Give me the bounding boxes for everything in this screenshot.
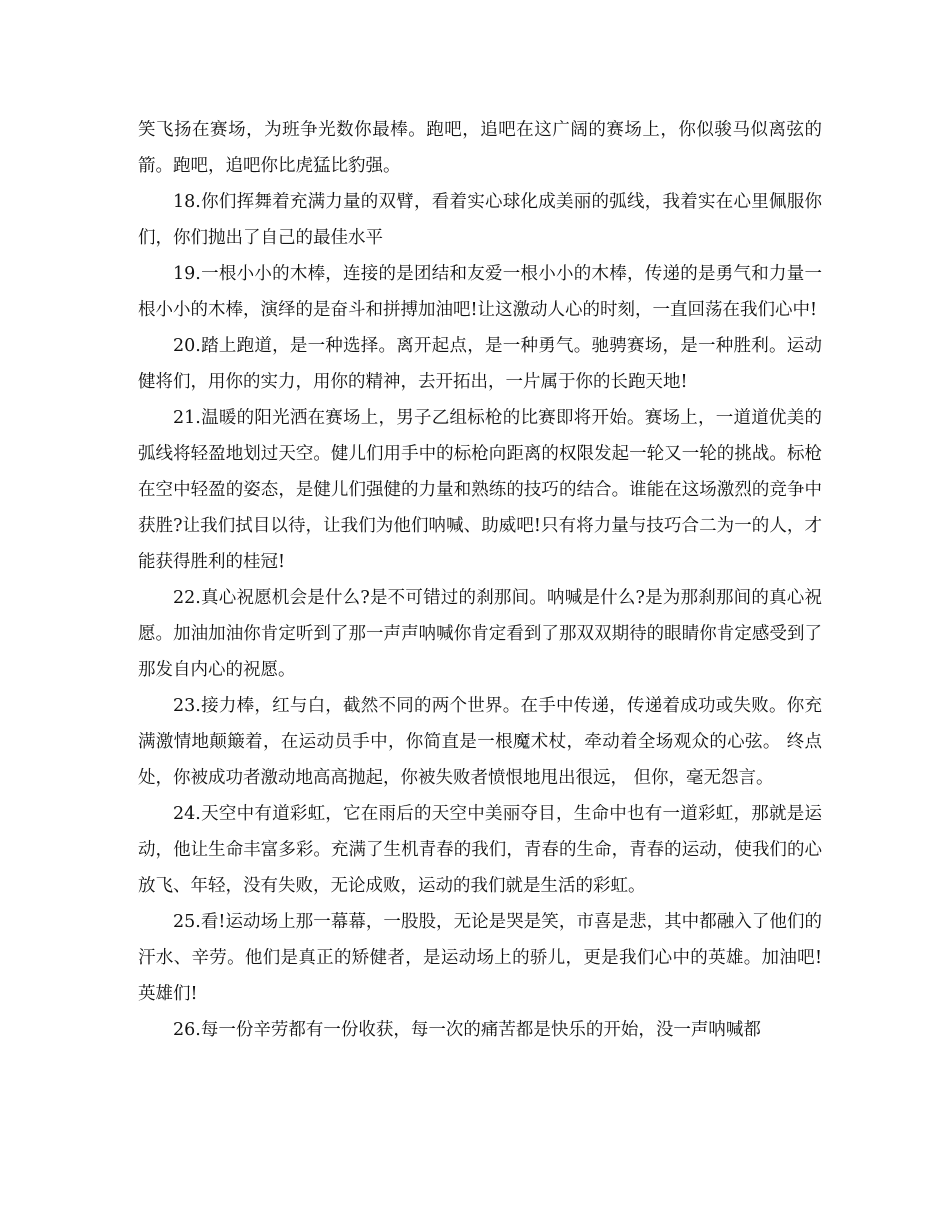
paragraph-18: 18.你们挥舞着充满力量的双臂，看着实心球化成美丽的弧线，我着实在心里佩服你们，你们抛出了自己的最佳水平 [138, 192, 822, 248]
paragraph-26: 26.每一份辛劳都有一份收获，每一次的痛苦都是快乐的开始，没一声呐喊都 [173, 1020, 761, 1040]
document-page [138, 112, 822, 1048]
paragraph-19: 19.一根小小的木棒，连接的是团结和友爱一根小小的木棒，传递的是勇气和力量一根小小的木棒，演绎的是奋斗和拼搏加油吧!让这激动人心的时刻，一直回荡在我们心中! [138, 264, 822, 320]
paragraph-23: 23.接力棒，红与白，截然不同的两个世界。在手中传递，传递着成功或失败。你充满激情地颠簸着，在运动员手中，你简直是一根魔术杖，牵动着全场观众的心弦。 终点处，你被成功者激动地高高抛起，你被失败者愤恨地甩出很远， 但你，毫无怨言。 [138, 696, 822, 788]
paragraph-24: 24.天空中有道彩虹，它在雨后的天空中美丽夺目，生命中也有一道彩虹，那就是运动，他让生命丰富多彩。充满了生机青春的我们，青春的生命，青春的运动，使我们的心放飞、年轻，没有失败，无论成败，运动的我们就是生活的彩虹。 [138, 804, 822, 896]
paragraph-21: 21.温暖的阳光洒在赛场上，男子乙组标枪的比赛即将开始。赛场上，一道道优美的弧线将轻盈地划过天空。健儿们用手中的标枪向距离的权限发起一轮又一轮的挑战。标枪在空中轻盈的姿态，是健儿们强健的力量和熟练的技巧的结合。谁能在这场激烈的竞争中获胜?让我们拭目以待，让我们为他们呐喊、助威吧!只有将力量与技巧合二为一的人，才能获得胜利的桂冠! [138, 408, 822, 572]
paragraph-20: 20.踏上跑道，是一种选择。离开起点，是一种勇气。驰骋赛场，是一种胜利。运动健将们，用你的实力，用你的精神，去开拓出，一片属于你的长跑天地! [138, 336, 822, 392]
paragraph-continuation: 笑飞扬在赛场，为班争光数你最棒。跑吧，追吧在这广阔的赛场上，你似骏马似离弦的箭。跑吧，追吧你比虎猛比豹强。 [138, 120, 822, 176]
paragraph-22: 22.真心祝愿机会是什么?是不可错过的刹那间。呐喊是什么?是为那刹那间的真心祝愿。加油加油你肯定听到了那一声声呐喊你肯定看到了那双双期待的眼睛你肯定感受到了那发自内心的祝愿。 [138, 588, 822, 680]
paragraph-25: 25.看!运动场上那一幕幕，一股股，无论是哭是笑，市喜是悲，其中都融入了他们的汗水、辛劳。他们是真正的矫健者，是运动场上的骄儿，更是我们心中的英雄。加油吧!英雄们! [138, 912, 822, 1004]
